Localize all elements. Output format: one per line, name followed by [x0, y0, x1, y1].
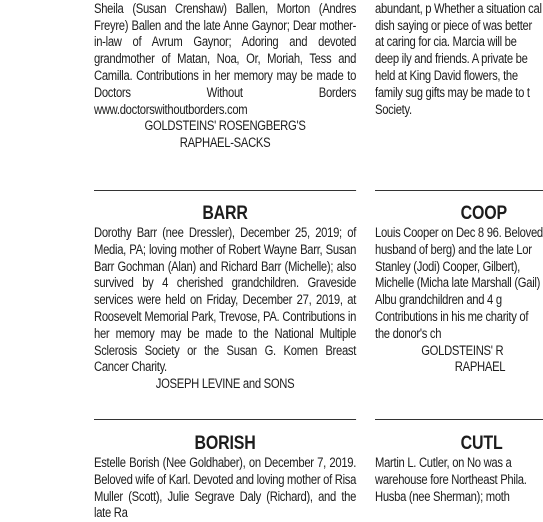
obituary-heading: BORISH — [194, 433, 256, 454]
left-column — [94, 0, 357, 521]
obituary-divider — [94, 419, 356, 420]
obituary-text: Estelle Borish (Nee Goldhaber), on December 7, 2019. Beloved wife of Karl. Devoted and loving mother of Risa Muller (Scott), Julie Segrave Daly (Richard), and the late Ra — [94, 455, 357, 521]
obituary-entry-cutler — [375, 433, 543, 505]
obituary-entry-barr — [94, 203, 356, 393]
obituary-text: Sheila (Susan Crenshaw) Ballen, Morton (Andres Freyre) Ballen and the late Anne Gaynor; Dear mother-in-law of Avrum Gaynor; Adoring and devoted grandmother of Matan, Noa, Or, Moriah, Tess and Camilla. Contributions in her memory may be made to Doctors Without Borders www.doctorswithoutborders.com — [94, 0, 357, 117]
obituary-heading: CUTL — [460, 433, 503, 454]
obituary-divider — [94, 190, 356, 191]
continued-obituary-entry — [375, 0, 543, 118]
continued-obituary-entry — [94, 0, 356, 152]
funeral-home-name: RAPHAEL-SACKS — [179, 135, 271, 151]
obituary-text: Dorothy Barr (nee Dressler), December 25, 2019; of Media, PA; loving mother of Robert Wayne Barr, Susan Barr Gochman (Alan) and Richard Barr (Michelle); also survived by 4 cherished grandchildren. Graveside services were held on Friday, December 27, 2019, at Roosevelt Memorial Park, Trevose, PA. Contributions in her memory may be made to the National Multiple Sclerosis Society or the Susan G. Komen Breast Cancer Charity. — [94, 225, 357, 375]
funeral-home-name: RAPHAEL — [454, 359, 506, 375]
obituary-heading: BARR — [202, 203, 248, 224]
obituary-heading: COOP — [460, 203, 508, 224]
obituary-text: Louis Cooper on Dec 8 96. Beloved husband of berg) and the late Lor Stanley (Jodi) Cooper, Gilbert), Michelle (Micha late Marshall (Gail) Albu grandchildren and 4 g Contributions in his me charity of the donor's ch — [375, 225, 543, 341]
funeral-home-name: GOLDSTEINS' R — [421, 342, 504, 358]
obituary-divider — [375, 190, 543, 191]
obituary-entry-cooper — [375, 203, 543, 376]
obituary-divider — [375, 419, 543, 420]
obituary-text: abundant, p Whether a situation cal dish saying or piece of was better at caring for cia. Marcia will be deep ily and friends. A private be held at King David flowers, the family sug gifts may be made to t Society. — [375, 0, 542, 117]
obituary-text: Martin L. Cutler, on No was a warehouse fore Northeast Phila. Husba (nee Sherman); moth — [375, 455, 527, 504]
funeral-home-name: GOLDSTEINS' ROSENGBERG'S — [144, 118, 306, 134]
obituary-entry-borish — [94, 433, 356, 522]
funeral-home-name: JOSEPH LEVINE and SONS — [155, 376, 295, 392]
right-column — [375, 0, 543, 512]
